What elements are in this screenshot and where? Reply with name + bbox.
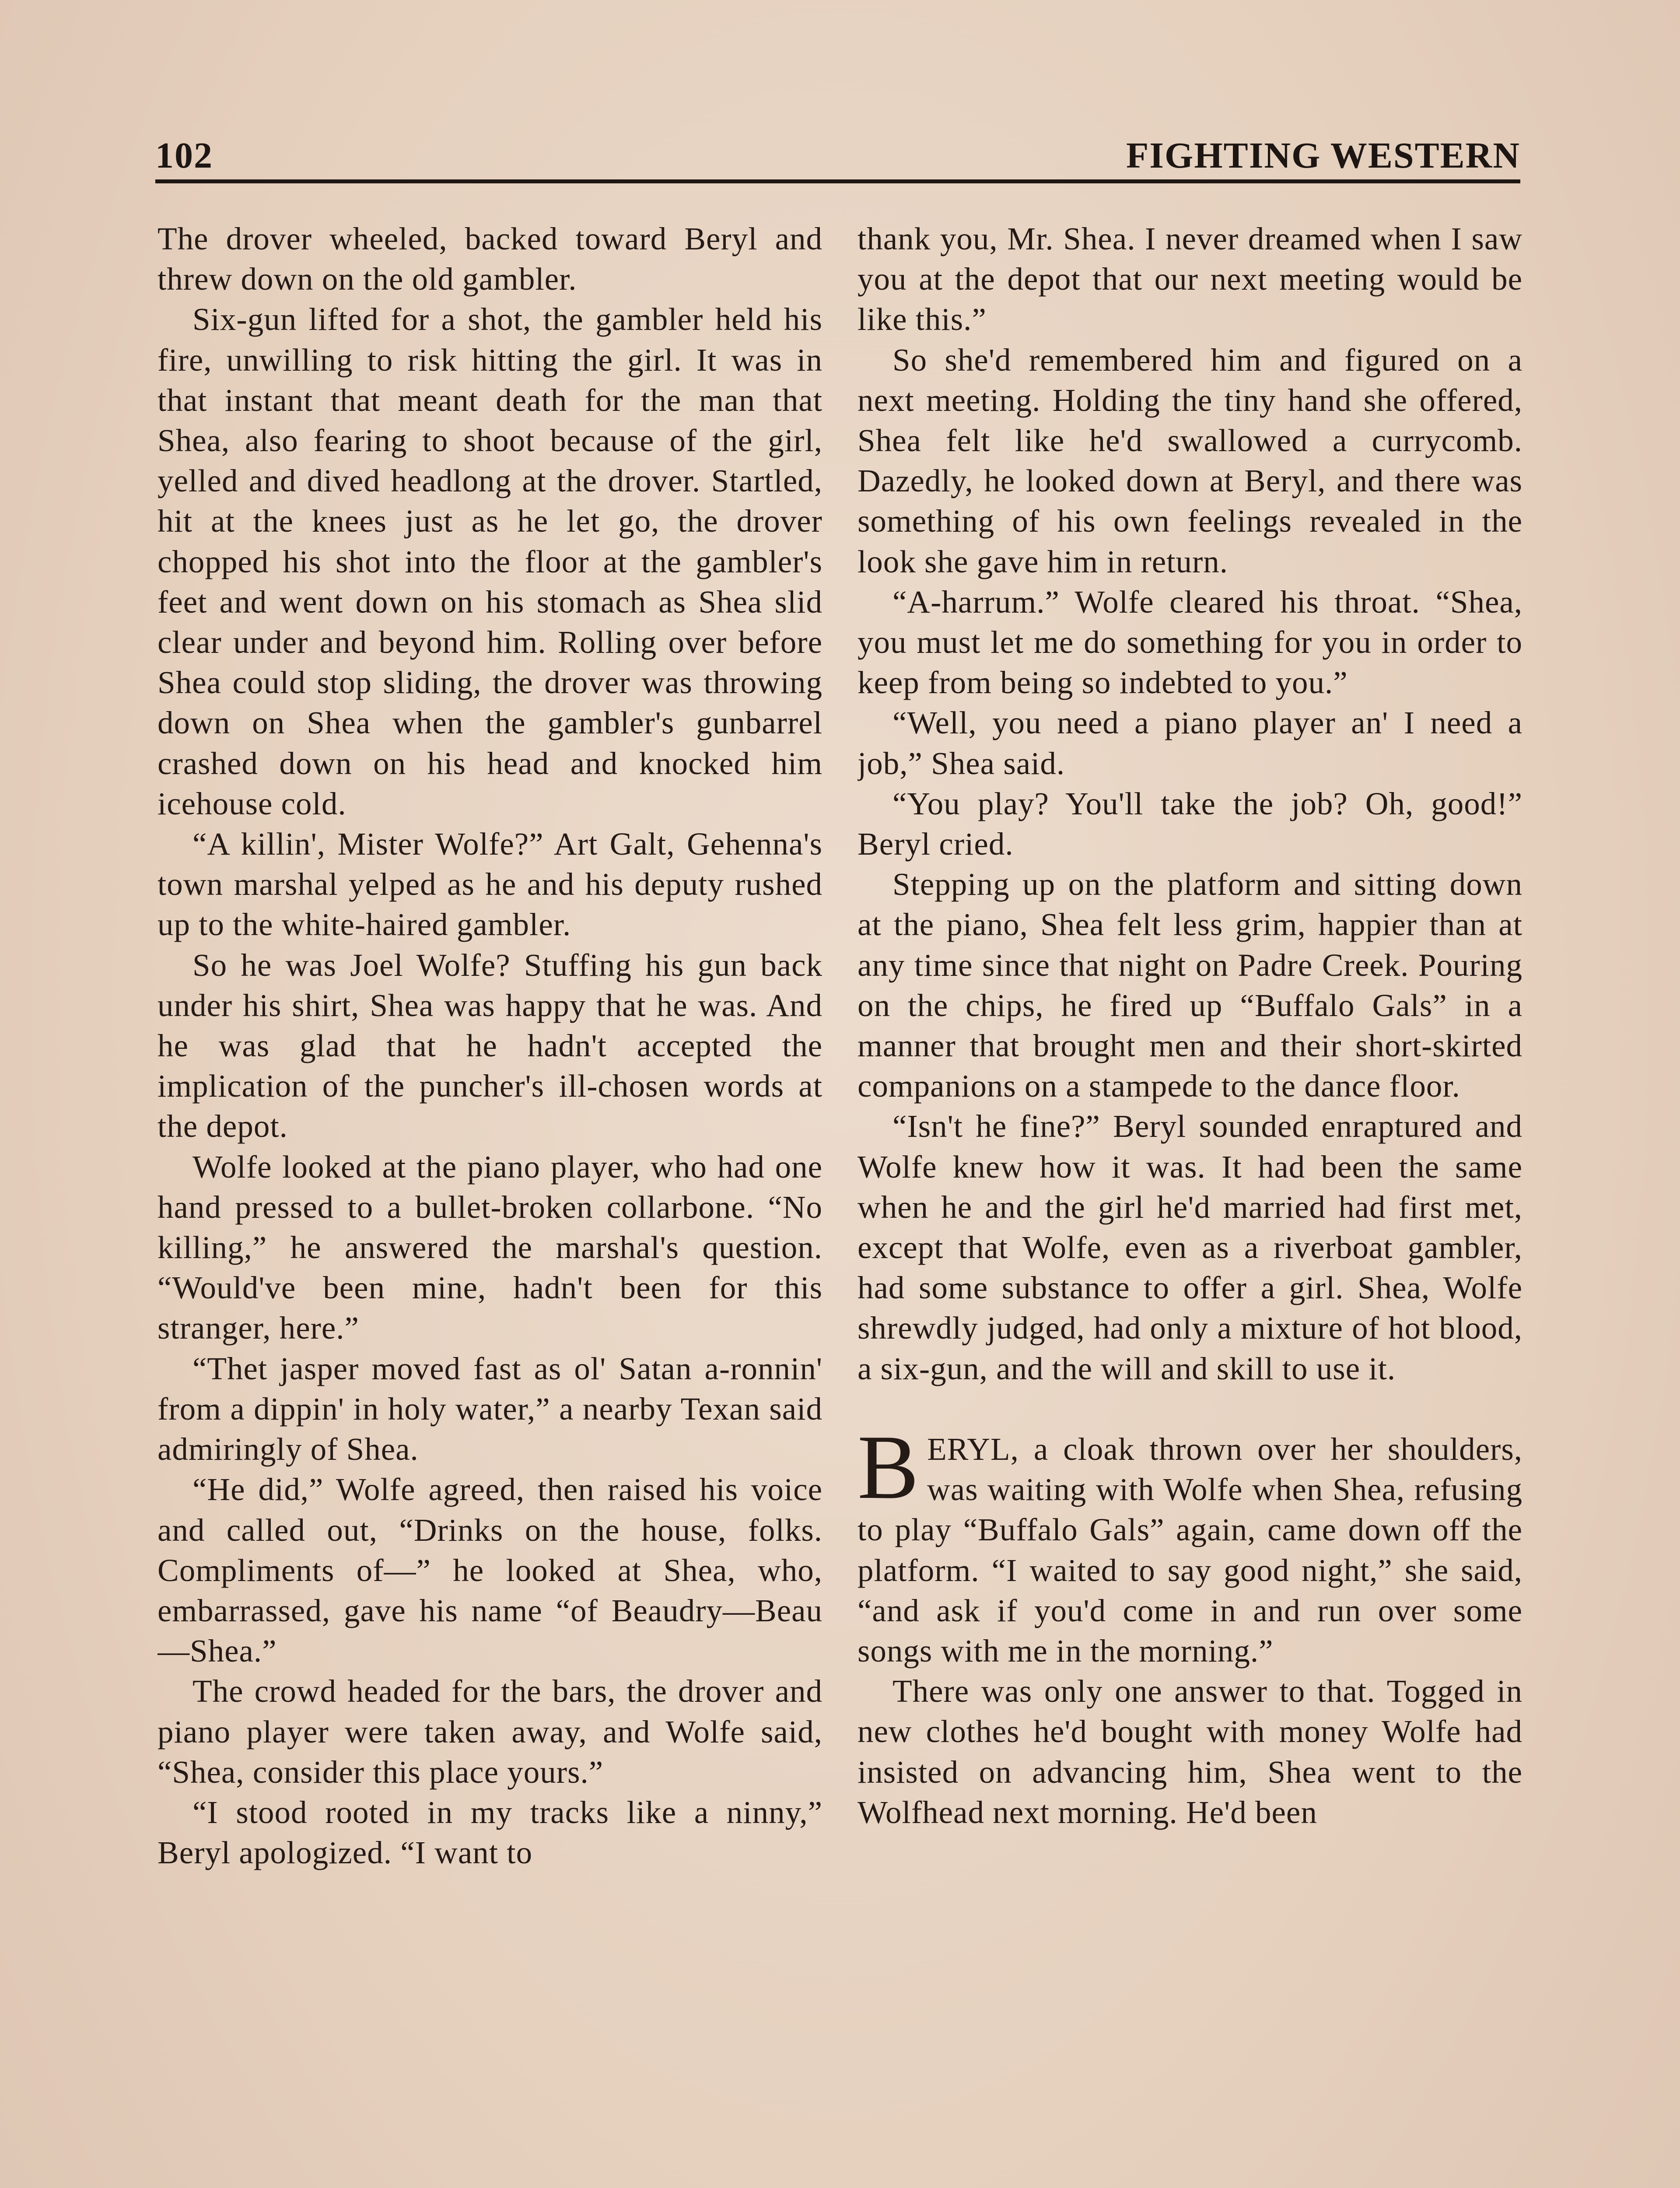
paragraph: “You play? You'll take the job? Oh, good!” Beryl cried. (858, 785, 1522, 862)
paragraph: There was only one answer to that. Togged in new clothes he'd bought with money Wolfe had insisted on advancing him, Shea went to the Wolfhead next morning. He'd been (858, 1673, 1522, 1830)
paragraph: thank you, Mr. Shea. I never dreamed when I saw you at the depot that our next meeting would be like this.” (858, 221, 1522, 337)
paragraph: Wolfe looked at the piano player, who had one hand pressed to a bullet-broken collarbone. “No killing,” he answered the marshal's question. “Would've been mine, hadn't been for this stranger, here.” (158, 1149, 822, 1346)
drop-cap-text: ERYL, a cloak thrown over her shoulders, was waiting with Wolfe when Shea, refusing to play “Buffalo Gals” again, came down off the platform. “I waited to say good night,” she said, “and ask if you'd come in and run over some songs with me in the morning.” (858, 1431, 1522, 1669)
paragraph: “He did,” Wolfe agreed, then raised his voice and called out, “Drinks on the house, folks. Compliments of—” he looked at Shea, who, embarrassed, gave his name “of Beaudry—Beau—Shea.” (158, 1472, 822, 1669)
left-column (158, 219, 822, 2188)
running-title: FIGHTING WESTERN (1126, 135, 1520, 176)
paragraph: The crowd headed for the bars, the drover and piano player were taken away, and Wolfe said, “Shea, consider this place yours.” (158, 1673, 822, 1790)
paragraph: The drover wheeled, backed toward Beryl and threw down on the old gambler. (158, 221, 822, 297)
paragraph: Six-gun lifted for a shot, the gambler held his fire, unwilling to risk hitting the girl. It was in that instant that meant death for the man that Shea, also fearing to shoot because of the girl, yelled and dived headlong at the drover. Startled, hit at the knees just as he let go, the drover chopped his shot into the floor at the gambler's feet and went down on his stomach as Shea slid clear under and beyond him. Rolling over before Shea could stop sliding, the drover was throwing down on Shea when the gambler's gunbarrel crashed down on his head and knocked him icehouse cold. (158, 302, 822, 821)
paragraph: “A killin', Mister Wolfe?” Art Galt, Gehenna's town marshal yelped as he and his deputy rushed up to the white-haired gambler. (158, 826, 822, 943)
paragraph: “Well, you need a piano player an' I need a job,” Shea said. (858, 705, 1522, 781)
paragraph: “I stood rooted in my tracks like a ninny,” Beryl apologized. “I want to (158, 1794, 822, 1871)
paragraph: “Thet jasper moved fast as ol' Satan a-ronnin' from a dippin' in holy water,” a nearby Texan said admiringly of Shea. (158, 1350, 822, 1467)
page-number: 102 (155, 135, 213, 176)
paragraph: “Isn't he fine?” Beryl sounded enraptured and Wolfe knew how it was. It had been the same when he and the girl he'd married had first met, except that Wolfe, even as a riverboat gambler, had some substance to offer a girl. Shea, Wolfe shrewdly judged, had only a mixture of hot blood, a six-gun, and the will and skill to use it. (858, 1108, 1522, 1386)
right-column (858, 219, 1522, 2188)
section-opening-paragraph (858, 1416, 1522, 1671)
paragraph: So she'd remembered him and figured on a next meeting. Holding the tiny hand she offered, Shea felt like he'd swallowed a currycomb. Dazedly, he looked down at Beryl, and there was something of his own feelings revealed in the look she gave him in return. (858, 342, 1522, 579)
paragraph: “A-harrum.” Wolfe cleared his throat. “Shea, you must let me do something for you in order to keep from being so indebted to you.” (858, 584, 1522, 701)
page-header (155, 127, 1520, 183)
paragraph: Stepping up on the platform and sitting down at the piano, Shea felt less grim, happier than at any time since that night on Padre Creek. Pouring on the chips, he fired up “Buffalo Gals” in a manner that brought men and their short-skirted companions on a stampede to the dance floor. (858, 866, 1522, 1104)
paragraph: So he was Joel Wolfe? Stuffing his gun back under his shirt, Shea was happy that he was. And he was glad that he hadn't accepted the implication of the puncher's ill-chosen words at the depot. (158, 947, 822, 1144)
drop-cap: B (858, 1416, 920, 1518)
